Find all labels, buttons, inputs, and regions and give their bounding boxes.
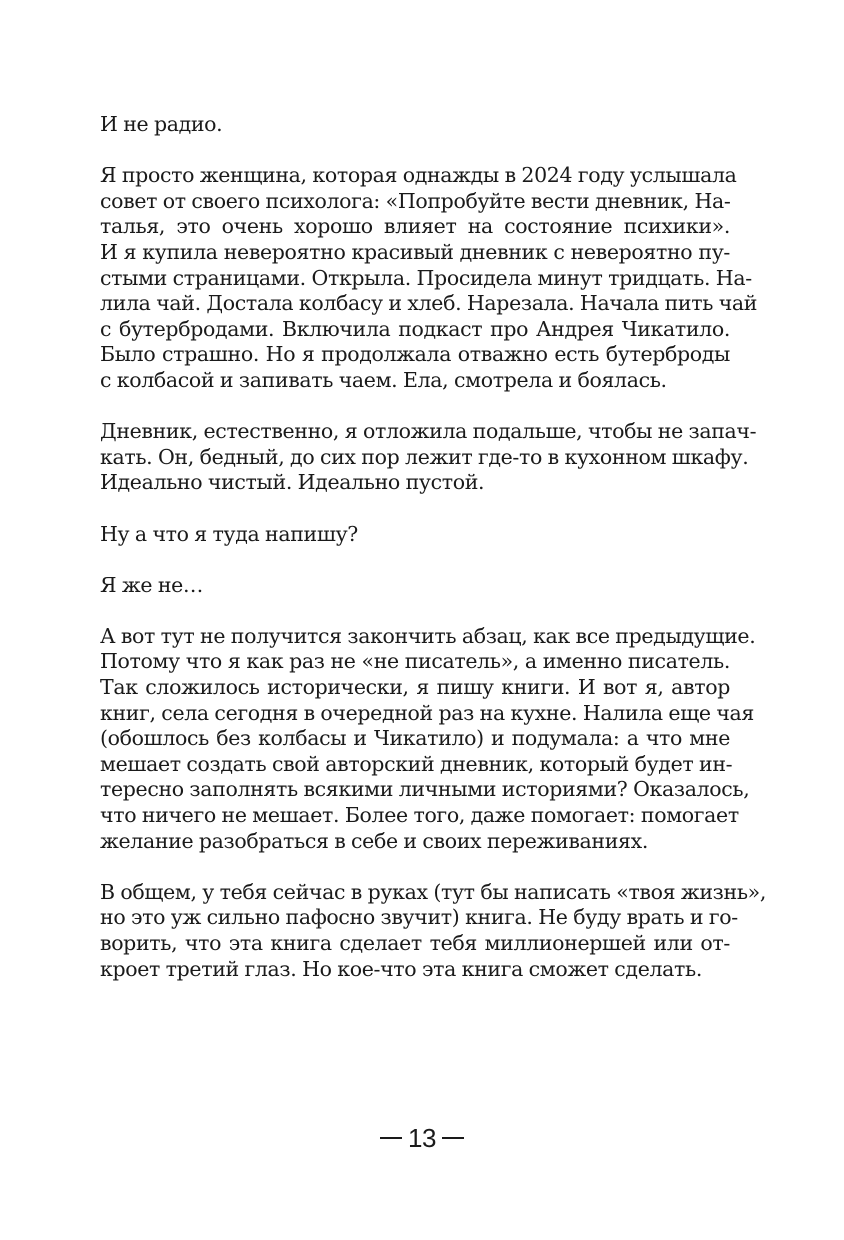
paragraph-gap [100,138,730,164]
text-line: совет от своего психолога: «Попробуйте вести дневник, На- [100,188,731,213]
text-line: Я же не… [100,572,204,597]
paragraph-gap [100,394,730,420]
text-line: ворить, что эта книга сделает тебя миллионершей или от- [100,931,730,955]
text-line: Я просто женщина, которая однажды в 2024 году услышала [100,163,737,188]
text-line: Ну а что я туда напишу? [100,521,358,546]
text-line: Дневник, естественно, я отложила подальше, чтобы не запач- [100,419,757,444]
text-line: Так сложилось исторически, я пишу книги. И вот я, автор [100,675,730,700]
text-line: что ничего не мешает. Более того, даже помогает: помогает [100,803,739,828]
paragraph [100,112,730,138]
paragraph-gap [100,547,730,573]
text-line: но это уж сильно пафосно звучит) книга. Не буду врать и го- [100,905,738,930]
text-line: И я купила невероятно красивый дневник с невероятно пу- [100,239,730,264]
paragraph [100,879,766,982]
text-line: желание разобраться в себе и своих переживаниях. [100,828,649,853]
text-line: Потому что я как раз не «не писатель», а именно писатель. [100,649,730,674]
text-line: И не радио. [100,112,223,136]
page-number [0,1122,844,1154]
text-line: Было страшно. Но я продолжала отважно есть бутерброды [100,342,730,367]
page-number-left-dash [380,1137,402,1139]
paragraph [100,623,756,854]
text-line: кроет третий глаз. Но кое-что эта книга сможет сделать. [100,956,702,981]
text-line: мешает создать свой авторский дневник, который будет ин- [100,751,733,776]
text-line: кать. Он, бедный, до сих пор лежит где-то в кухонном шкафу. [100,444,749,469]
paragraph [100,573,730,599]
text-line: книг, села сегодня в очередной раз на кухне. Налила еще чая [100,700,755,725]
text-line: талья, это очень хорошо влияет на состояние психики». [100,214,730,239]
paragraph [100,419,757,496]
paragraph-gap [100,496,730,522]
text-line: с бутербродами. Включила подкаст про Андрея Чикатило. [100,316,730,341]
paragraph [100,522,730,548]
text-line: стыми страницами. Открыла. Просидела минут тридцать. На- [100,265,752,290]
text-line: тересно заполнять всякими личными историями? Оказалось, [100,777,750,802]
paragraph-gap [100,598,730,624]
page-number-right-dash [442,1137,464,1139]
paragraph [100,163,758,393]
body-text [100,112,766,982]
text-line: В общем, у тебя сейчас в руках (тут бы написать «твоя жизнь», [100,879,766,904]
paragraph-gap [100,854,730,880]
text-line: А вот тут не получится закончить абзац, как все предыдущие. [100,623,756,648]
text-line: Идеально чистый. Идеально пустой. [100,470,485,495]
text-line: с колбасой и запивать чаем. Ела, смотрела и боялась. [100,367,667,392]
page-number-value: 13 [408,1123,436,1153]
text-line: лила чай. Достала колбасу и хлеб. Нарезала. Начала пить чай [100,291,758,316]
text-line: (обошлось без колбасы и Чикатило) и подумала: а что мне [100,726,730,751]
